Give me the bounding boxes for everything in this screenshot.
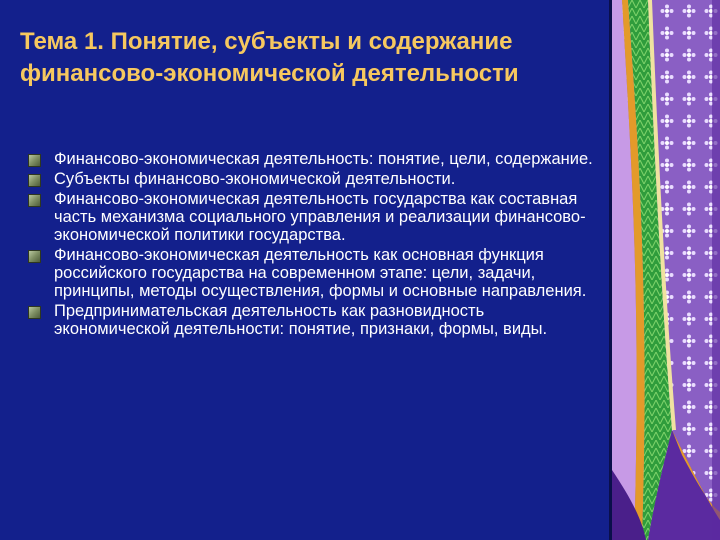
decorative-panel [612,0,720,540]
square-bullet-icon [28,194,41,207]
square-bullet-icon [28,154,41,167]
bullet-text: Финансово-экономическая деятельность государства как составная часть механизма социального управления и реализации финансово-экономической политики государства. [54,190,586,244]
bullet-item [28,150,598,168]
bullet-list [28,150,598,340]
bullet-text: Субъекты финансово-экономической деятельности. [54,170,456,188]
bullet-item [28,246,598,300]
floral-pattern-icon [612,0,720,540]
bullet-item [28,170,598,188]
bullet-item [28,190,598,244]
slide-title: Тема 1. Понятие, субъекты и содержание финансово-экономической деятельности [20,28,519,87]
square-bullet-icon [28,250,41,263]
square-bullet-icon [28,174,41,187]
square-bullet-icon [28,306,41,319]
bullet-text: Предпринимательская деятельность как разновидность экономической деятельности: понятие, признаки, формы, виды. [54,302,548,338]
bullet-item [28,302,598,338]
bullet-text: Финансово-экономическая деятельность: понятие, цели, содержание. [54,150,593,168]
bullet-text: Финансово-экономическая деятельность как основная функция российского государства на современном этапе: цели, задачи, принципы, методы осуществления, формы и основные направления. [54,246,587,300]
